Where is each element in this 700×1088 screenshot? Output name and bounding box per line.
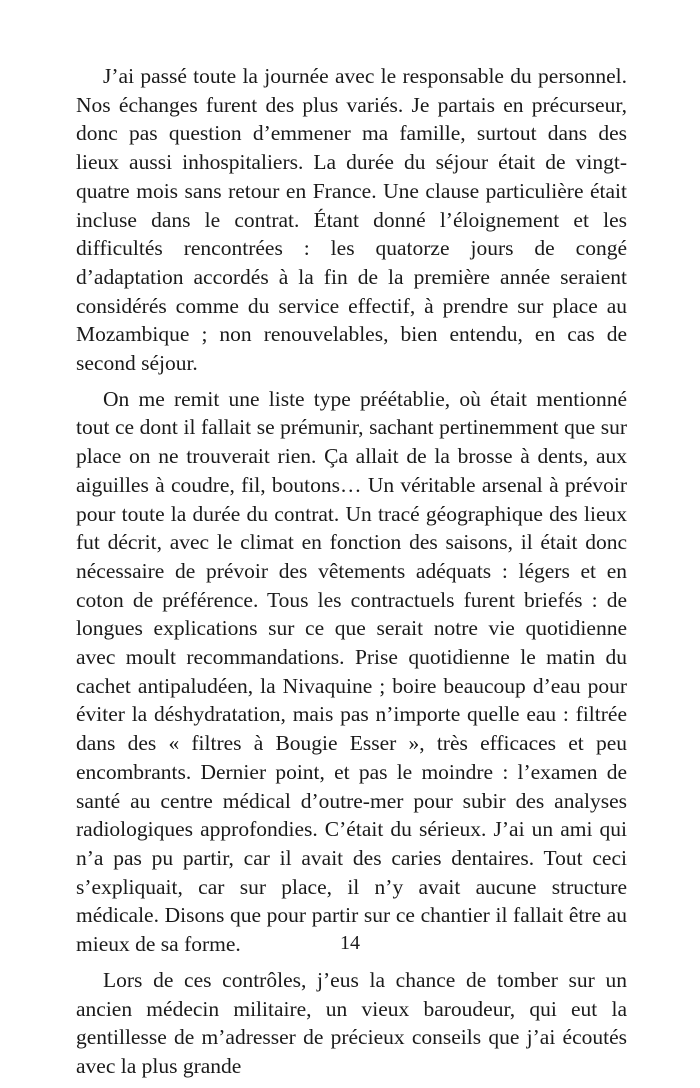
page-number: 14: [340, 932, 360, 954]
paragraph-2: On me remit une liste type préétablie, où était mentionné tout ce dont il fallait se prémunir, sachant pertinemment que sur place on ne trouverait rien. Ça allait de la brosse à dents, aux aiguilles à coudre, fil, boutons… Un véritable arsenal à prévoir pour toute la durée du contrat. Un tracé géographique des lieux fut décrit, avec le climat en fonction des saisons, il était donc nécessaire de prévoir des vêtements adéquats : légers et en coton de préférence. Tous les contractuels furent briefés : de longues explications sur ce que serait notre vie quotidienne avec moult recommandations. Prise quotidienne le matin du cachet antipaludéen, la Nivaquine ; boire beaucoup d’eau pour éviter la déshydratation, mais pas n’importe quelle eau : filtrée dans des « filtres à Bougie Esser », très efficaces et peu encombrants. Dernier point, et pas le moindre : l’examen de santé au centre médical d’outre-mer pour subir des analyses radiologiques approfondies. C’était du sérieux. J’ai un ami qui n’a pas pu partir, car il avait des caries dentaires. Tout ceci s’expliquait, car sur place, il n’y avait aucune structure médicale. Disons que pour partir sur ce chantier il fallait être au mieux de sa forme.: [76, 386, 627, 957]
paragraph-1: J’ai passé toute la journée avec le responsable du personnel. Nos échanges furent des plus variés. Je partais en précurseur, donc pas question d’emmener ma famille, surtout dans des lieux aussi inhospitaliers. La durée du séjour était de vingt-quatre mois sans retour en France. Une clause particulière était incluse dans le contrat. Étant donné l’éloignement et les difficultés rencontrées : les quatorze jours de congé d’adaptation accordés à la fin de la première année seraient considérés comme du service effectif, à prendre sur place au Mozambique ; non renouvelables, bien entendu, en cas de second séjour.: [76, 64, 627, 376]
paragraph-3: Lors de ces contrôles, j’eus la chance de tomber sur un ancien médecin militaire, un vieux baroudeur, qui eut la gentillesse de m’adresser de précieux conseils que j’ai écoutés avec la plus grande: [76, 967, 627, 1078]
